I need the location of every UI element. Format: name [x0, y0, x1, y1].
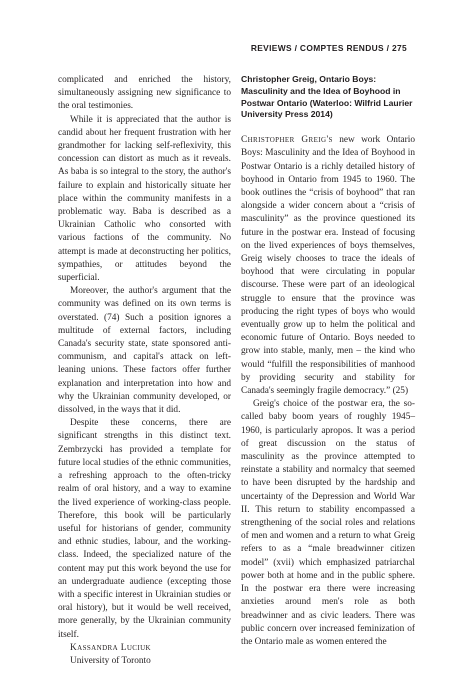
left-column — [58, 74, 231, 668]
review-heading: Christopher Greig, Ontario Boys: Masculinity and the Idea of Boyhood in Postwar Ontario (Waterloo: Wilfrid Laurier University Press 2014) — [241, 74, 413, 120]
reviewer-affiliation: University of Toronto — [70, 655, 151, 666]
paragraph: While it is appreciated that the author is candid about her frequent frustration with her grandmother for lacking self-reflexivity, this concession can distort as much as it reveals. As baba is so integral to the story, the author's failure to explain and historically situate her place within the community manifests in a problematic way. Baba is described as a Ukrainian Catholic who consorted with various factions of the community. No attempt is made at deconstructing her politics, sympathies, or attitudes beyond the superficial. — [58, 114, 231, 284]
paragraph: Moreover, the author's argument that the community was defined on its own terms is overstated. (74) Such a position ignores a multitude of external factors, including Canada's security state, state sponsored anti-communism, and capital's attack on left-leaning unions. These factors offer further explanation and interpretation into how and why the Ukrainian community developed, or dissolved, in the ways that it did. — [58, 286, 231, 416]
paragraph: complicated and enriched the history, simultaneously assigning new significance to the oral testimonies. — [58, 75, 231, 112]
paragraph — [241, 134, 415, 398]
reviewer-name: Kassandra Luciuk — [70, 642, 152, 653]
running-head: REVIEWS / COMPTES RENDUS / 275 — [250, 43, 407, 53]
paragraph: Despite these concerns, there are significant strengths in this distinct text. Zembrzycki has provided a template for future local studies of the ethnic communities, a refreshing approach to the often-tricky realm of oral history, and a way to examine the lived experience of working-class people. Therefore, this book will be particularly useful for historians of gender, community and ethnic studies, labour, and the working-class. Indeed, the specialized nature of the content may put this work beyond the use for an undergraduate audience (excepting those with a specific interest in Ukrainian studies or oral history), but it would be well received, more generally, by the Ukrainian community itself. — [58, 418, 231, 640]
reviewed-author: Christopher Greig's — [241, 135, 333, 146]
paragraph-text: new work Ontario Boys: Masculinity and the Idea of Boyhood in Postwar Ontario is a richly detailed history of boyhood in Ontario from 1945 to 1960. The book outlines the “crisis of boyhood” that ran alongside a wider concern about a “crisis of masculinity” as the province questioned its future in the postwar era. Instead of focusing on the lived experiences of boys themselves, Greig wisely chooses to trace the ideals of boyhood that were circulating in popular discourse. These were part of an ideological struggle to ensure that the province was producing the right types of boys who would eventually grow up to helm the political and economic future of Ontario. Boys needed to grow into stable, manly, men – the kind who would “fulfill the responsibilities of manhood by providing security and stability for Canada's seemingly fragile democracy.” (25) — [241, 135, 415, 397]
paragraph: Greig's choice of the postwar era, the so-called baby boom years of roughly 1945–1960, is particularly apropos. It was a period of great discussion on the status of masculinity as the province attempted to reinstate a stability and normalcy that seemed to have been disrupted by the hardship and uncertainty of the Depression and World War II. This return to stability encompassed a strengthening of the social roles and relations of men and women and a return to what Greig refers to as a “male breadwinner citizen model” (xvii) which emphasized patriarchal power both at home and in the public sphere. In the postwar era there were increasing anxieties around men's role as both breadwinner and as civic leaders. There was public concern over increased feminization of the Ontario male as women entered the — [241, 399, 415, 647]
right-column — [241, 74, 415, 649]
